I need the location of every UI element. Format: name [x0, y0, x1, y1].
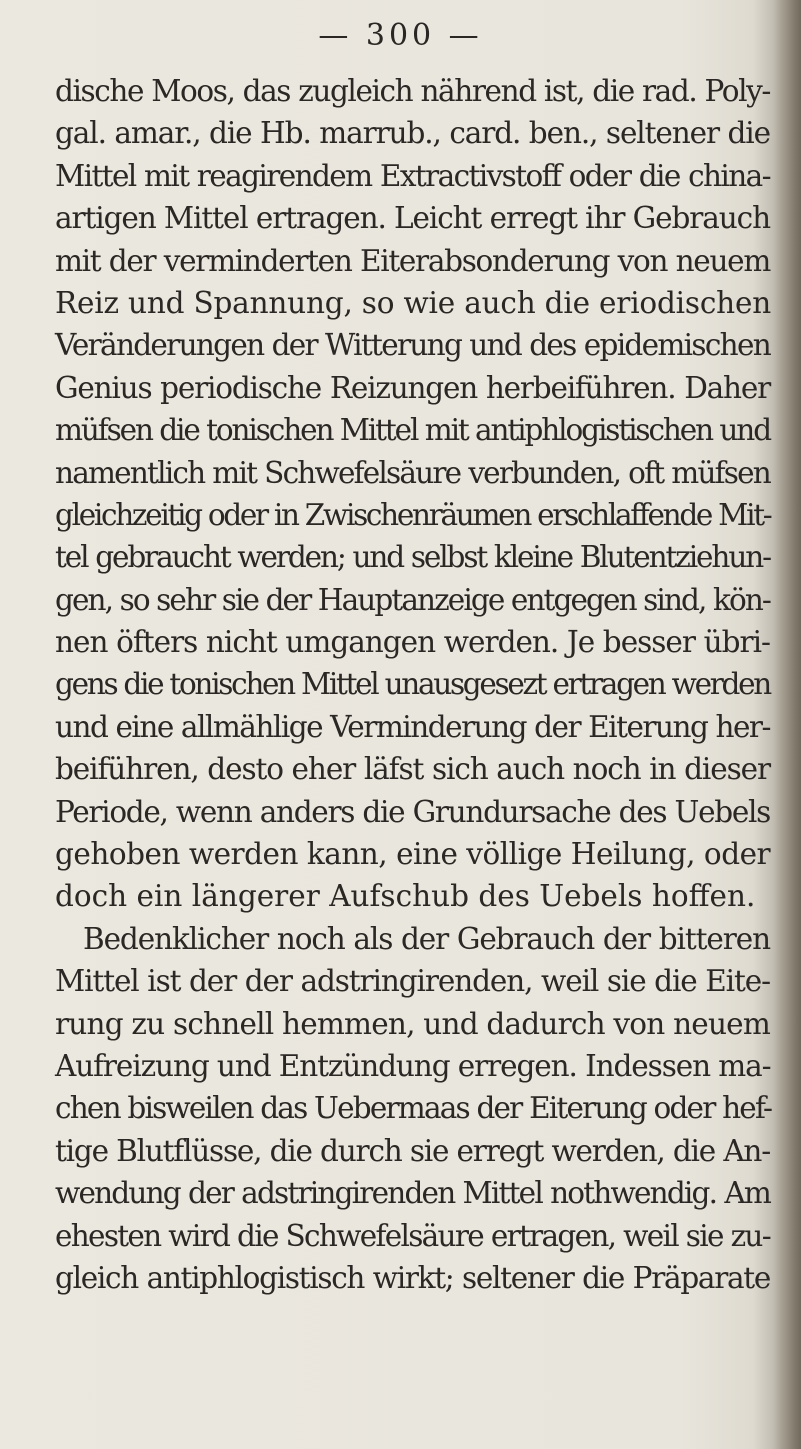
text-line: gens die tonischen Mittel unausgesezt ertragen werden [55, 667, 770, 702]
text-line: artigen Mittel ertragen. Leicht erregt ihr Gebrauch [55, 201, 770, 236]
body-text [55, 70, 770, 1299]
paragraph-start-line: Bedenklicher noch als der Gebrauch der bitteren [83, 921, 770, 956]
text-line: rung zu schnell hemmen, und dadurch von neuem [55, 1006, 770, 1041]
text-line: mit der verminderten Eiterabsonderung von neuem [55, 243, 770, 278]
text-line: tel gebraucht werden; und selbst kleine Blutentziehun- [55, 540, 770, 575]
text-line: Mittel mit reagirendem Extractivstoff oder die china- [55, 158, 770, 193]
text-line: Periode, wenn anders die Grundursache des Uebels [55, 794, 770, 829]
text-line: gleichzeitig oder in Zwischenräumen erschlaffende Mit- [55, 497, 771, 532]
text-line: chen bisweilen das Uebermaas der Eiterung oder hef- [55, 1091, 772, 1126]
text-line: nen öfters nicht umgangen werden. Je besser übri- [55, 625, 770, 660]
text-line: namentlich mit Schwefelsäure verbunden, oft müfsen [55, 455, 770, 490]
text-line: Aufreizung und Entzündung erregen. Indessen ma- [55, 1048, 771, 1083]
text-line: gleich antiphlogistisch wirkt; seltener die Präparate [55, 1260, 770, 1295]
text-line: gal. amar., die Hb. marrub., card. ben., seltener die [55, 116, 770, 151]
text-line: müfsen die tonischen Mittel mit antiphlogistischen und [55, 413, 770, 448]
text-line: Genius periodische Reizungen herbeiführen. Daher [55, 370, 770, 405]
text-line: beiführen, desto eher läfst sich auch noch in dieser [55, 752, 770, 787]
text-line: Veränderungen der Witterung und des epidemischen [55, 328, 770, 363]
page-header: — 300 — [318, 18, 483, 53]
text-line: gen, so sehr sie der Hauptanzeige entgegen sind, kön- [55, 582, 770, 617]
text-line: gehoben werden kann, eine völlige Heilung, oder [55, 837, 771, 872]
text-line: wendung der adstringirenden Mittel nothwendig. Am [55, 1176, 770, 1211]
text-line: doch ein längerer Aufschub des Uebels hoffen. [55, 879, 756, 914]
text-line: Reiz und Spannung, so wie auch die eriodischen [55, 285, 772, 320]
text-line: ehesten wird die Schwefelsäure ertragen, weil sie zu- [55, 1218, 770, 1253]
text-line: Mittel ist der der adstringirenden, weil sie die Eite- [55, 964, 770, 999]
text-line: tige Blutflüsse, die durch sie erregt werden, die An- [55, 1133, 770, 1168]
page-gutter-shadow [773, 0, 801, 1449]
text-line: dische Moos, das zugleich nährend ist, die rad. Poly- [55, 74, 770, 108]
text-line: und eine allmählige Verminderung der Eiterung her- [55, 709, 770, 744]
